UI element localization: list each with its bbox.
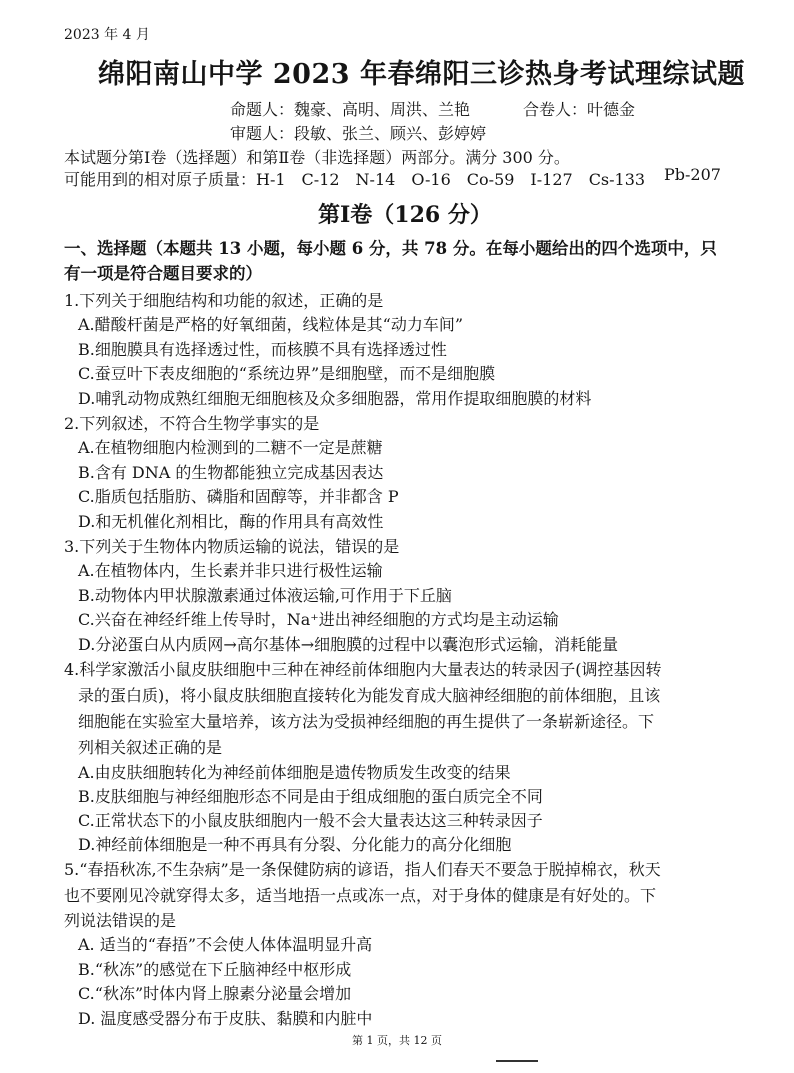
page-footer: 第 1 页，共 12 页 [352, 1034, 442, 1047]
atomic-mass-last: Pb-207 [664, 165, 721, 184]
question-4-option-c: C.正常状态下的小鼠皮肤细胞内一般不会大量表达这三种转录因子 [78, 811, 543, 830]
question-5-option-b: B.“秋冻”的感觉在下丘脑神经中枢形成 [78, 960, 352, 979]
question-1-option-a: A.醋酸杆菌是严格的好氧细菌，线粒体是其“动力车间” [78, 315, 464, 334]
question-4-stem-line3: 细胞能在实验室大量培养，该方法为受损神经细胞的再生提供了一条崭新途径。下 [78, 712, 655, 731]
question-1-stem: 1.下列关于细胞结构和功能的叙述，正确的是 [64, 291, 384, 310]
question-2-option-c: C.脂质包括脂肪、磷脂和固醇等，并非都含 P [78, 487, 399, 506]
part-heading-line2: 有一项是符合题目要求的） [64, 264, 262, 283]
exam-intro: 本试题分第Ⅰ卷（选择题）和第Ⅱ卷（非选择题）两部分。满分 300 分。 [64, 148, 570, 167]
exam-date: 2023 年 4 月 [64, 27, 150, 43]
section-title: 第Ⅰ卷（126 分） [318, 202, 492, 228]
question-2-option-a: A.在植物细胞内检测到的二糖不一定是蔗糖 [78, 438, 383, 457]
question-4-option-a: A.由皮肤细胞转化为神经前体细胞是遗传物质发生改变的结果 [78, 763, 511, 782]
question-2-stem: 2.下列叙述，不符合生物学事实的是 [64, 414, 320, 433]
question-5-option-c: C.“秋冻”时体内肾上腺素分泌量会增加 [78, 984, 352, 1003]
stamp-mark [496, 1060, 538, 1073]
atomic-masses: 可能用到的相对原子质量：H-1 C-12 N-14 O-16 Co-59 I-127 Cs-133 [64, 170, 646, 189]
question-1-option-c: C.蚕豆叶下表皮细胞的“系统边界”是细胞壁，而不是细胞膜 [78, 364, 496, 383]
question-4-stem-line1: 4.科学家激活小鼠皮肤细胞中三种在神经前体细胞内大量表达的转录因子(调控基因转 [64, 660, 662, 679]
question-1-option-b: B.细胞膜具有选择透过性，而核膜不具有选择透过性 [78, 340, 447, 359]
question-3-option-b: B.动物体内甲状腺激素通过体液运输,可作用于下丘脑 [78, 586, 452, 605]
question-5-stem-line2: 也不要刚见冷就穿得太多，适当地捂一点或冻一点，对于身体的健康是有好处的。下 [64, 886, 657, 905]
question-3-stem: 3.下列关于生物体内物质运输的说法，错误的是 [64, 537, 400, 556]
question-5-option-d: D. 温度感受器分布于皮肤、黏膜和内脏中 [78, 1009, 373, 1028]
question-3-option-c: C.兴奋在神经纤维上传导时，Na⁺进出神经细胞的方式均是主动运输 [78, 610, 559, 629]
question-2-option-b: B.含有 DNA 的生物都能独立完成基因表达 [78, 463, 384, 482]
exam-authors: 命题人：魏豪、高明、周洪、兰艳 [230, 100, 471, 119]
question-4-stem-line4: 列相关叙述正确的是 [78, 738, 223, 757]
exam-title: 绵阳南山中学 2023 年春绵阳三诊热身考试理综试题 [98, 59, 745, 90]
question-5-option-a: A. 适当的“春捂”不会使人体体温明显升高 [78, 935, 373, 954]
question-4-option-d: D.神经前体细胞是一种不再具有分裂、分化能力的高分化细胞 [78, 835, 512, 854]
question-5-stem-line1: 5.“春捂秋冻,不生杂病”是一条保健防病的谚语，指人们春天不要急于脱掉棉衣，秋天 [64, 860, 661, 879]
question-4-option-b: B.皮肤细胞与神经细胞形态不同是由于组成细胞的蛋白质完全不同 [78, 787, 543, 806]
question-4-stem-line2: 录的蛋白质)，将小鼠皮肤细胞直接转化为能发育成大脑神经细胞的前体细胞，且该 [78, 686, 661, 705]
question-5-stem-line3: 列说法错误的是 [64, 911, 177, 930]
exam-reviewers: 审题人：段敏、张兰、顾兴、彭婷婷 [230, 124, 487, 143]
exam-compiler: 合卷人：叶德金 [523, 100, 636, 119]
question-3-option-a: A.在植物体内，生长素并非只进行极性运输 [78, 561, 383, 580]
question-1-option-d: D.哺乳动物成熟红细胞无细胞核及众多细胞器，常用作提取细胞膜的材料 [78, 389, 592, 408]
question-3-option-d: D.分泌蛋白从内质网→高尔基体→细胞膜的过程中以囊泡形式运输，消耗能量 [78, 635, 619, 654]
part-heading-line1: 一、选择题（本题共 13 小题，每小题 6 分，共 78 分。在每小题给出的四个选项中，只 [64, 239, 717, 258]
question-2-option-d: D.和无机催化剂相比，酶的作用具有高效性 [78, 512, 384, 531]
